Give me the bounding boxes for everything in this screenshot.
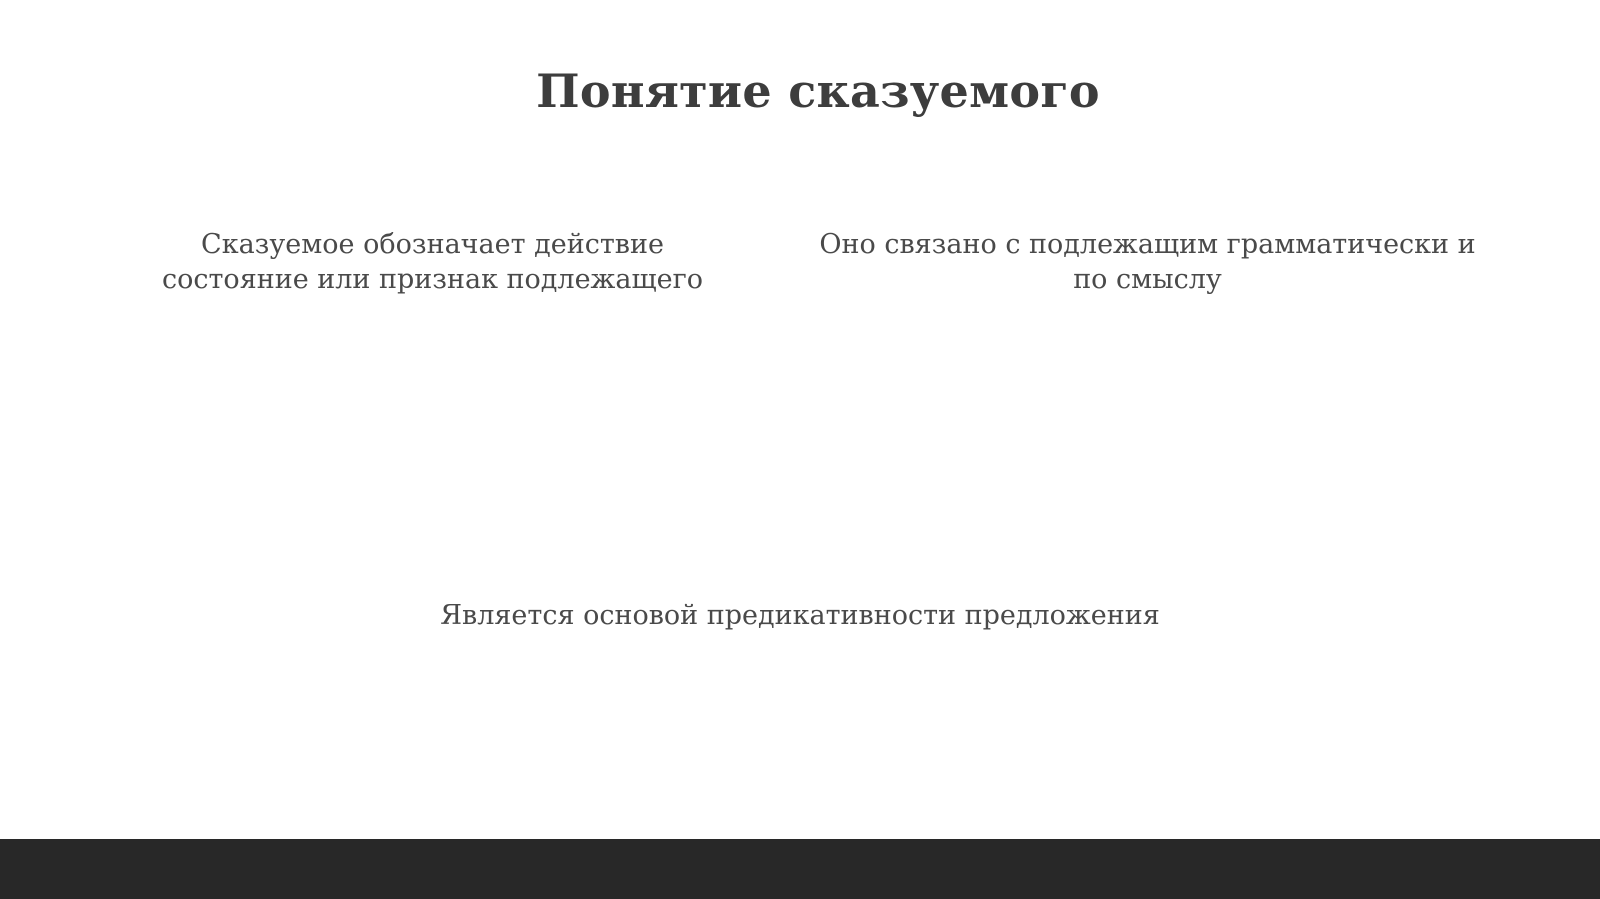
left-text-block [140, 227, 725, 297]
left-text-line-1: Сказуемое обозначает действие [201, 229, 664, 260]
bottom-text-block: Является основой предикативности предложения [440, 600, 1160, 631]
left-text-line-2: состояние или признак подлежащего [162, 264, 703, 295]
right-text-line-1: Оно связано с подлежащим грамматически и [819, 229, 1476, 260]
slide-title: Понятие сказуемого [536, 64, 1100, 118]
right-text-line-2: по смыслу [1073, 264, 1222, 295]
right-text-block [790, 227, 1505, 297]
footer-bar [0, 839, 1600, 899]
